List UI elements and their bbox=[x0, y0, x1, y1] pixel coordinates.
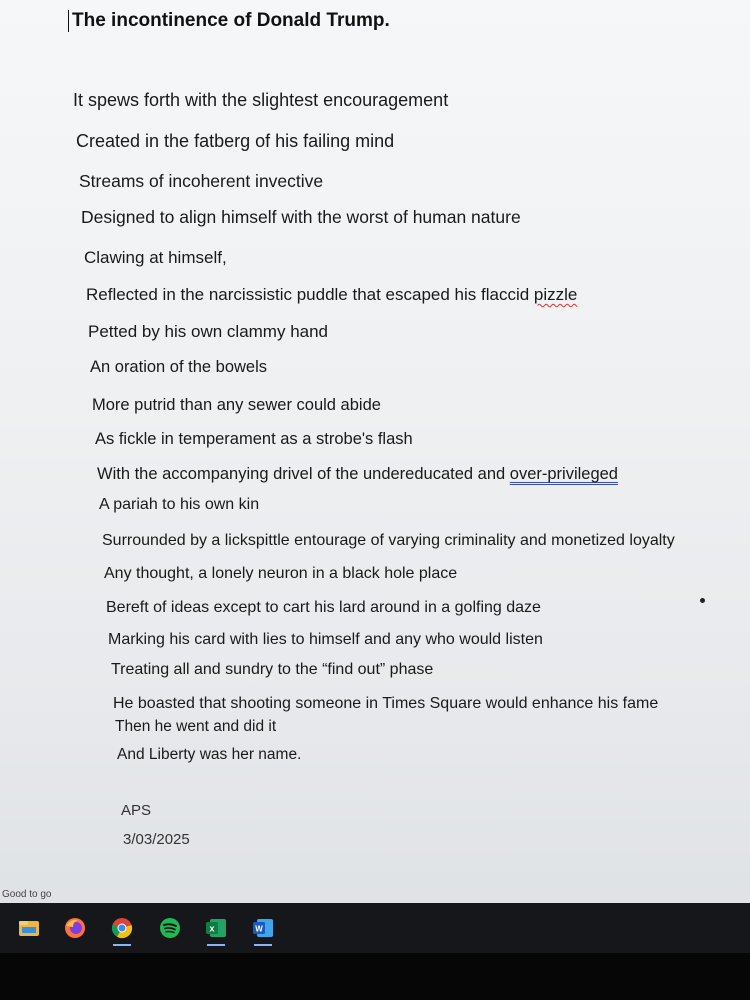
active-app-indicator bbox=[254, 944, 272, 946]
poem-line: Streams of incoherent invective bbox=[79, 171, 324, 191]
poem-line: Marking his card with lies to himself and any who would listen bbox=[108, 631, 543, 648]
poem-line: Treating all and sundry to the “find out” phase bbox=[111, 661, 434, 678]
status-bar-text: Good to go bbox=[2, 889, 52, 900]
spotify-icon[interactable] bbox=[159, 917, 181, 939]
grammar-flagged-word[interactable]: over-privileged bbox=[509, 465, 618, 483]
firefox-icon[interactable] bbox=[64, 917, 86, 939]
poem-line: Created in the fatberg of his failing mind bbox=[76, 131, 395, 151]
poem-line: A pariah to his own kin bbox=[99, 496, 260, 513]
poem-line: More putrid than any sewer could abide bbox=[92, 396, 381, 414]
taskbar bbox=[0, 903, 750, 953]
signature: APS bbox=[121, 802, 152, 819]
document-title: The incontinence of Donald Trump. bbox=[68, 10, 390, 32]
misspelled-word[interactable]: pizzle bbox=[533, 285, 578, 304]
word-icon[interactable] bbox=[252, 917, 274, 939]
poem-line bbox=[86, 284, 577, 306]
chrome-icon[interactable] bbox=[111, 917, 133, 939]
poem-line-text: With the accompanying drivel of the undereducated and bbox=[97, 465, 510, 483]
poem-line: Surrounded by a lickspittle entourage of varying criminality and monetized loyalty bbox=[102, 532, 675, 549]
poem-line: It spews forth with the slightest encouragement bbox=[73, 90, 449, 110]
stray-mark bbox=[700, 598, 705, 603]
poem-line: Clawing at himself, bbox=[84, 248, 227, 267]
file-explorer-icon[interactable] bbox=[18, 917, 40, 939]
active-app-indicator bbox=[113, 944, 131, 946]
monitor-bezel bbox=[0, 953, 750, 1000]
poem-line bbox=[97, 463, 618, 485]
excel-letter: x bbox=[209, 923, 215, 934]
poem-line: And Liberty was her name. bbox=[117, 746, 302, 763]
poem-line-text: Reflected in the narcissistic puddle that escaped his flaccid bbox=[86, 285, 534, 304]
poem-line: Then he went and did it bbox=[115, 718, 277, 735]
poem-line: Bereft of ideas except to cart his lard around in a golfing daze bbox=[106, 599, 541, 616]
poem-line: He boasted that shooting someone in Times Square would enhance his fame bbox=[113, 695, 659, 712]
word-letter: W bbox=[255, 924, 263, 934]
poem-line: An oration of the bowels bbox=[90, 358, 268, 376]
poem-line: As fickle in temperament as a strobe's flash bbox=[95, 430, 413, 448]
poem-line: Designed to align himself with the worst of human nature bbox=[81, 207, 521, 227]
poem-line: Any thought, a lonely neuron in a black hole place bbox=[104, 565, 458, 582]
active-app-indicator bbox=[207, 944, 225, 946]
excel-icon[interactable] bbox=[205, 917, 227, 939]
document-date: 3/03/2025 bbox=[123, 831, 190, 848]
poem-line: Petted by his own clammy hand bbox=[88, 322, 329, 341]
